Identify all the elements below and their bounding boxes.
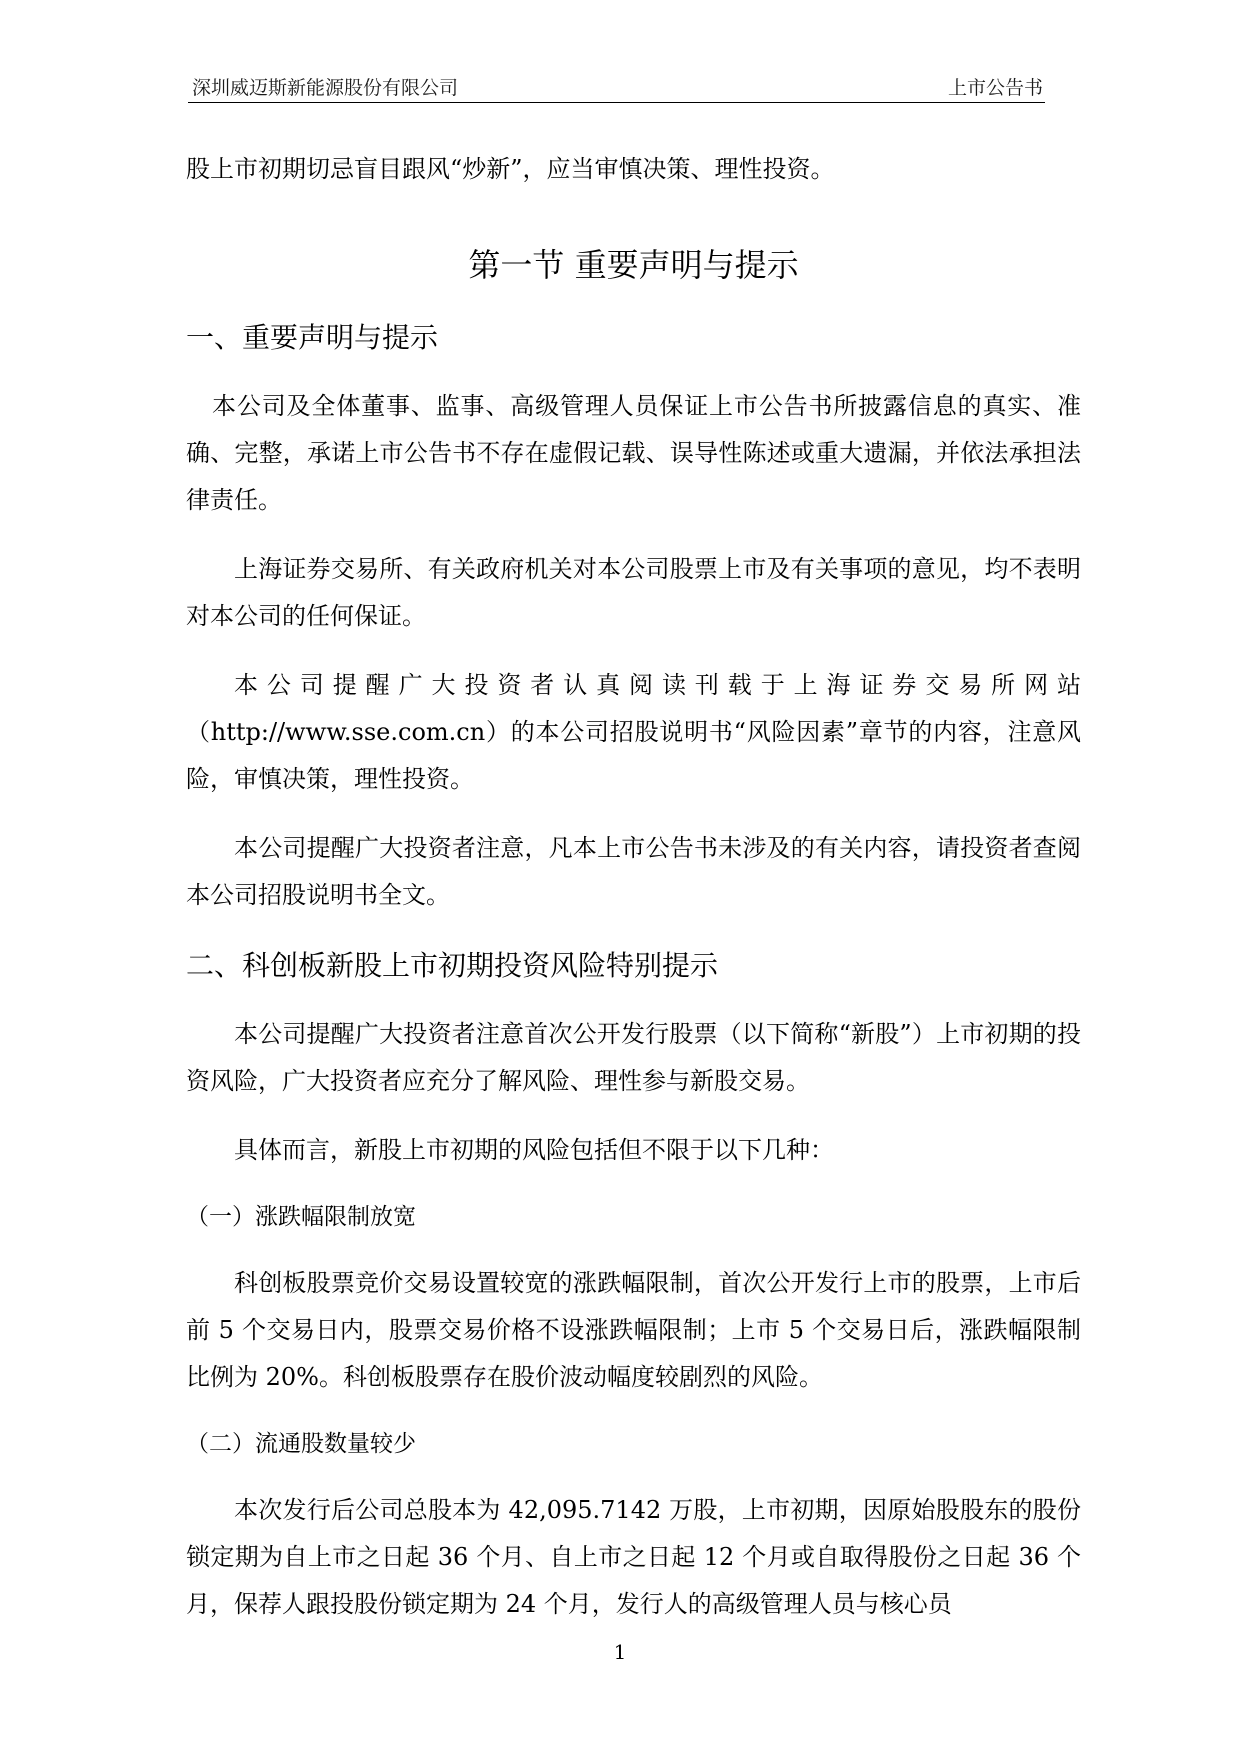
- header-company-name: 深圳威迈斯新能源股份有限公司: [192, 77, 459, 99]
- paragraph-sse-note: 上海证券交易所、有关政府机关对本公司股票上市及有关事项的意见，均不表明对本公司的任何保证。: [186, 555, 1081, 630]
- page-number: 1: [613, 1640, 627, 1664]
- header-document-type: 上市公告书: [947, 77, 1043, 99]
- subsection-title-1: 一、重要声明与提示: [186, 321, 439, 354]
- document-body: [186, 146, 1081, 1628]
- paragraph-declaration: 本公司及全体董事、监事、高级管理人员保证上市公告书所披露信息的真实、准确、完整，承诺上市公告书不存在虚假记载、误导性陈述或重大遗漏，并依法承担法律责任。: [186, 392, 1081, 514]
- item-title-2: （二）流通股数量较少: [186, 1431, 416, 1457]
- paragraph-risk-notice: 本公司提醒广大投资者注意首次公开发行股票（以下简称“新股”）上市初期的投资风险，广大投资者应充分了解风险、理性参与新股交易。: [186, 1020, 1081, 1095]
- section-title: 第一节 重要声明与提示: [468, 246, 799, 284]
- page-header: [188, 74, 1045, 103]
- paragraph-float-shares: 本次发行后公司总股本为 42,095.7142 万股，上市初期，因原始股股东的股份锁定期为自上市之日起 36 个月、自上市之日起 12 个月或自取得股份之日起 36 个月，保荐人跟投股份锁定期为 24 个月，发行人的高级管理人员与核心员: [186, 1496, 1081, 1618]
- paragraph-read-prospectus: 本公司提醒广大投资者认真阅读刊载于上海证券交易所网站（http://www.sse.com.cn）的本公司招股说明书“风险因素”章节的内容，注意风险，审慎决策，理性投资。: [186, 671, 1081, 793]
- intro-continuation: 股上市初期切忌盲目跟风“炒新”，应当审慎决策、理性投资。: [186, 155, 835, 183]
- paragraph-price-limit: 科创板股票竞价交易设置较宽的涨跌幅限制，首次公开发行上市的股票，上市后前 5 个交易日内，股票交易价格不设涨跌幅限制；上市 5 个交易日后，涨跌幅限制比例为 20%。科创板股票存在股价波动幅度较剧烈的风险。: [186, 1269, 1081, 1391]
- paragraph-full-text: 本公司提醒广大投资者注意，凡本上市公告书未涉及的有关内容，请投资者查阅本公司招股说明书全文。: [186, 834, 1081, 909]
- paragraph-risk-list-intro: 具体而言，新股上市初期的风险包括但不限于以下几种：: [234, 1136, 834, 1164]
- subsection-title-2: 二、科创板新股上市初期投资风险特别提示: [186, 949, 719, 982]
- item-title-1: （一）涨跌幅限制放宽: [186, 1204, 416, 1230]
